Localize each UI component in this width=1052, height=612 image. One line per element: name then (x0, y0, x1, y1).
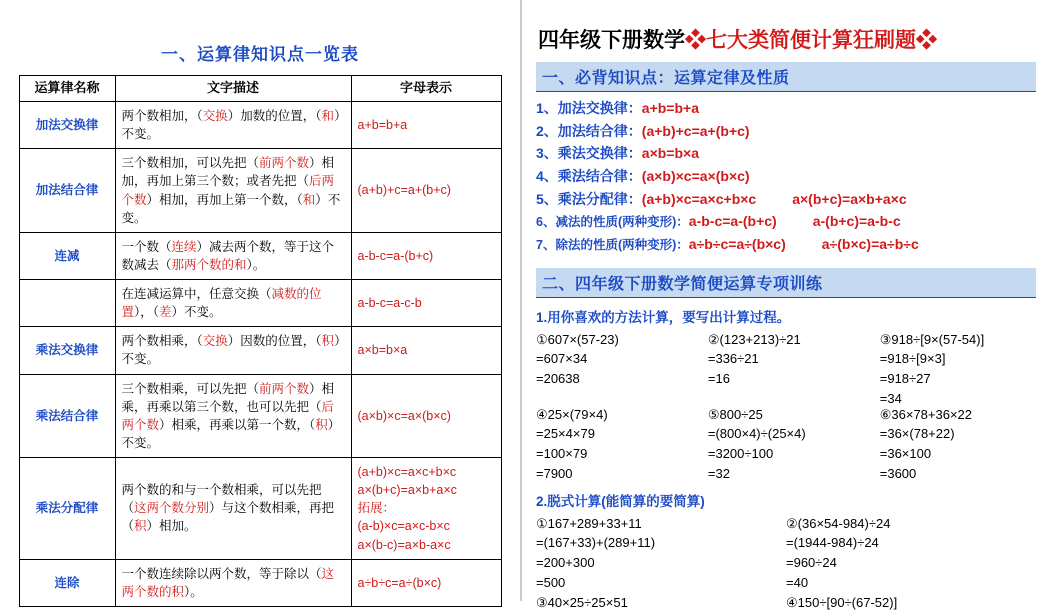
subsection-heading-2: 2.脱式计算(能简算的要简算) (536, 493, 705, 509)
problem-line: =3600 (879, 465, 917, 481)
problem-item (880, 405, 1036, 484)
problem-line: ①167+289+33+11 (536, 515, 642, 531)
problem-line: =607×34 (536, 351, 588, 367)
problem-line: ⑥36×78+36×22 (879, 406, 973, 422)
problem-group-3 (536, 514, 1036, 593)
law-description: 一个数连续除以两个数，等于除以（这两个数的积）。 (115, 559, 351, 606)
problem-line: =20638 (536, 371, 580, 387)
problem-line: =(800×4)÷(25×4) (707, 426, 806, 442)
law-item (536, 120, 1036, 143)
law-description: 两个数相乘，（交换）因数的位置，（积）不变。 (115, 327, 351, 374)
title-red-part: ❖七大类简便计算狂刷题❖ (685, 28, 937, 52)
problem-line: =3200÷100 (707, 446, 774, 462)
law-formula: a+b=b+a (641, 100, 699, 116)
problem-line: =34 (879, 390, 902, 406)
problem-line: =36×100 (879, 446, 932, 462)
table-row (19, 374, 501, 458)
problem-group-4 (536, 593, 1036, 612)
problem-item (536, 405, 708, 484)
right-page (522, 0, 1052, 610)
law-label: 5、乘法分配律： (536, 190, 642, 207)
left-page (0, 0, 520, 601)
law-name: 加法结合律 (19, 149, 115, 233)
problem-item (786, 593, 1036, 612)
table-row (19, 327, 501, 374)
problem-item (786, 514, 1036, 593)
problem-line: =500 (536, 574, 566, 590)
law-extra: a×(b+c)=a×b+a×c (792, 190, 907, 207)
header-law-name: 运算律名称 (19, 76, 115, 102)
law-formula: (a+b)+c=a+(b+c) (351, 149, 501, 233)
problem-line: =336÷21 (707, 351, 759, 367)
law-label: 7、除法的性质(两种变形)： (536, 238, 689, 253)
law-label: 6、减法的性质(两种变形)： (536, 215, 689, 230)
law-formula: a+b=b+a (351, 102, 501, 149)
law-label: 3、乘法交换律： (536, 145, 642, 162)
law-description: 两个数的和与一个数相乘，可以先把（这两个数分别）与这个数相乘，再把（积）相加。 (115, 458, 351, 560)
table-row (19, 559, 501, 606)
problem-line: =200+300 (536, 555, 595, 571)
problem-line: ④25×(79×4) (536, 406, 608, 422)
problem-line: ①607×(57-23) (536, 331, 619, 347)
law-label: 2、加法结合律： (536, 122, 642, 139)
problem-line: =918÷[9×3] (879, 351, 946, 367)
law-formula: a-b-c=a-(b+c) (351, 232, 501, 279)
problem-line: =40 (786, 574, 809, 590)
law-name: 乘法结合律 (19, 374, 115, 458)
law-extra: a-(b+c)=a-b-c (812, 213, 901, 230)
problem-line: =(1944-984)÷24 (786, 535, 879, 551)
law-item (536, 188, 1036, 211)
law-name: 连除 (19, 559, 115, 606)
problem-item (708, 405, 880, 484)
table-row (19, 232, 501, 279)
law-formula: (a×b)×c=a×(b×c) (641, 168, 750, 185)
table-row (19, 149, 501, 233)
law-formula: a×b=b×a (351, 327, 501, 374)
problem-item (536, 330, 708, 409)
problem-line: ②(123+213)÷21 (707, 331, 801, 347)
law-formula: a×b=b×a (641, 145, 699, 162)
left-page-title: 一、运算律知识点一览表 (161, 45, 359, 64)
law-description: 在连减运算中，任意交换（减数的位置），（差）不变。 (115, 280, 351, 327)
subsection-heading-1: 1.用你喜欢的方法计算，要写出计算过程。 (536, 309, 791, 325)
problem-line: =16 (707, 371, 730, 387)
law-item (536, 165, 1036, 188)
header-formula: 字母表示 (351, 76, 501, 102)
formula-line: (a-b)×c=a×c-b×c (357, 519, 450, 534)
problem-item (536, 514, 786, 593)
problem-line: =960÷24 (786, 555, 837, 571)
section-heading-2: 二、四年级下册数学简便运算专项训练 (536, 268, 1036, 298)
right-page-title (538, 24, 1036, 54)
problem-group-2 (536, 405, 1036, 484)
law-item (536, 233, 1036, 256)
problem-line: ④150÷[90÷(67-52)] (786, 594, 898, 610)
problem-line: =32 (707, 465, 730, 481)
table-header-row (19, 76, 501, 102)
problem-line: ③918÷[9×(57-54)] (879, 331, 985, 347)
law-formula-multiline (351, 458, 501, 560)
law-formula: a÷b÷c=a÷(b×c) (688, 236, 786, 253)
problem-item (708, 330, 880, 409)
law-name: 乘法交换律 (19, 327, 115, 374)
table-row (19, 280, 501, 327)
table-row (19, 102, 501, 149)
problem-line: =918÷27 (879, 371, 931, 387)
problem-line: =25×4×79 (536, 426, 595, 442)
formula-line: a×(b+c)=a×b+a×c (357, 483, 457, 498)
law-name: 连减 (19, 232, 115, 279)
laws-list (536, 97, 1036, 256)
header-description: 文字描述 (115, 76, 351, 102)
problem-item (880, 330, 1036, 409)
law-description: 三个数相乘，可以先把（前两个数）相乘，再乘以第三个数，也可以先把（后两个数）相乘，再乘以第一个数，（积）不变。 (115, 374, 351, 458)
problem-group-1 (536, 330, 1036, 409)
formula-line: 拓展： (357, 501, 396, 516)
table-row (19, 458, 501, 560)
law-formula: a÷b÷c=a÷(b×c) (351, 559, 501, 606)
law-item (536, 97, 1036, 120)
law-extra: a÷(b×c)=a÷b÷c (821, 236, 919, 253)
problem-line: ⑤800÷25 (707, 406, 763, 422)
law-label: 4、乘法结合律： (536, 168, 642, 185)
law-formula: a-b-c=a-(b+c) (688, 213, 777, 230)
problem-line: =7900 (536, 465, 573, 481)
law-formula: a-b-c=a-c-b (351, 280, 501, 327)
problem-item (536, 593, 786, 612)
law-label: 1、加法交换律： (536, 100, 642, 116)
problem-line: =(167+33)+(289+11) (536, 535, 656, 551)
law-description: 三个数相加，可以先把（前两个数）相加，再加上第三个数；或者先把（后两个数）相加，再加上第一个数，（和）不变。 (115, 149, 351, 233)
formula-line: a×(b-c)=a×b-a×c (357, 537, 451, 552)
formula-line: (a+b)×c=a×c+b×c (357, 465, 457, 479)
law-name: 加法交换律 (19, 102, 115, 149)
law-name: 乘法分配律 (19, 458, 115, 560)
problem-line: ②(36×54-984)÷24 (786, 515, 891, 531)
law-formula: (a×b)×c=a×(b×c) (351, 374, 501, 458)
operation-laws-table (19, 75, 502, 607)
law-item (536, 142, 1036, 165)
problem-line: ③40×25÷25×51 (536, 594, 628, 610)
law-name (19, 280, 115, 327)
title-plain-part: 四年级下册数学 (538, 28, 685, 52)
law-formula: (a+b)×c=a×c+b×c (641, 190, 757, 207)
law-description: 一个数（连续）减去两个数，等于这个数减去（那两个数的和）。 (115, 232, 351, 279)
law-description: 两个数相加，（交换）加数的位置，（和）不变。 (115, 102, 351, 149)
problem-line: =36×(78+22) (879, 426, 955, 442)
problem-line: =100×79 (536, 446, 588, 462)
section-heading-1: 一、必背知识点：运算定律及性质 (536, 62, 1036, 92)
law-formula: (a+b)+c=a+(b+c) (641, 122, 750, 139)
law-item (536, 210, 1036, 233)
